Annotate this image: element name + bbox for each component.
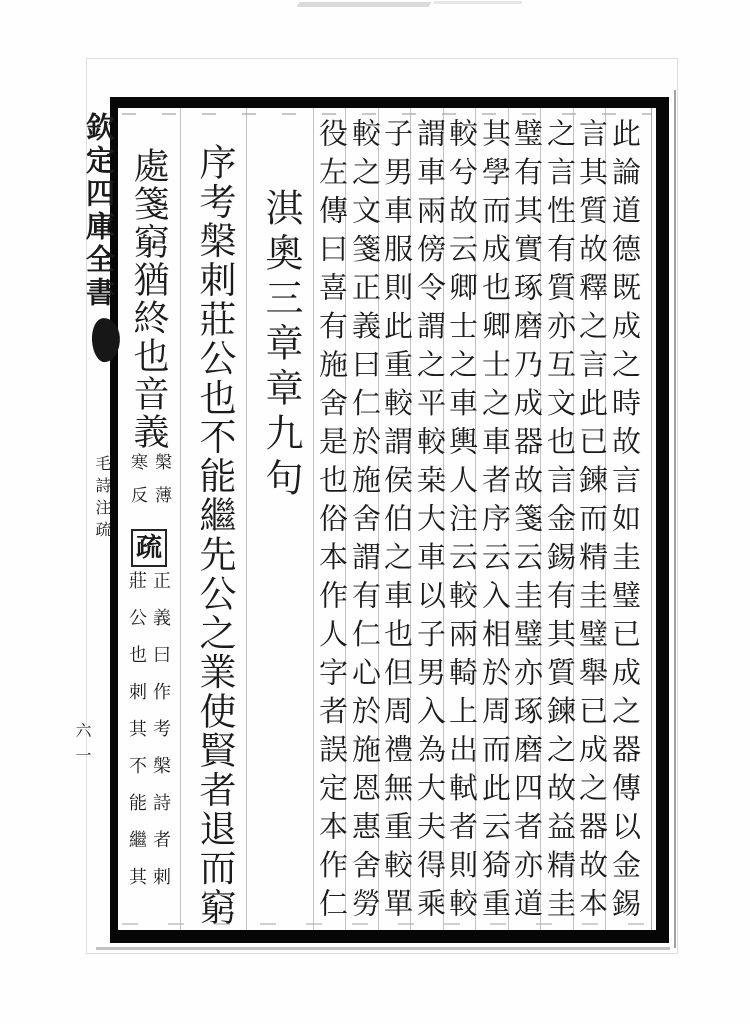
note-line-right: 槃薄 [152, 453, 171, 519]
text-column-9: 較之文箋正義曰仁於施舍謂有仁心於施恩惠舍勞 [348, 118, 380, 927]
note-line-left: 莊公也刺其不能繼其 [127, 571, 147, 904]
frame-inner-line [651, 108, 652, 930]
preface-line: 序考槃刺莊公也不能繼先公之業使賢者退而窮 [193, 143, 234, 927]
text-column-10: 役左傳曰喜有施舍是也俗本作人字者誤定本作仁 [315, 118, 347, 927]
collection-title-label: 欽定四庫全書 [82, 112, 114, 310]
text-column-4: 璧有其實琢磨乃成器故箋云圭璧亦琢磨四者亦道 [510, 118, 542, 927]
column-separator [246, 108, 247, 930]
text-column-1: 此論道德既成之時故言如圭璧已成之器傳以金錫 [608, 118, 640, 927]
text-column-7: 謂車兩傍令謂之平較桒大車以子男入為大夫得乘 [413, 118, 445, 927]
text-column-3: 之言性有質亦互文也言金錫有其質鍊之故益精圭 [543, 118, 575, 927]
note-line-right: 正義曰作考槃詩者刺 [151, 571, 171, 904]
frame-outer-line [674, 90, 676, 948]
text-column-5: 其學而成也卿士之車者序云入相於周而此云猗重 [478, 118, 510, 927]
text-column-6: 較兮故云卿士之車輿人注云較兩輢上出軾者則較 [445, 118, 477, 927]
text-column-2: 言其質故釋之言此已鍊而精圭璧舉已成之器故本 [575, 118, 607, 927]
commentary-note-block [125, 571, 173, 907]
mixed-text-column [118, 147, 180, 937]
shu-commentary-marker: 疏 [131, 529, 167, 567]
scan-noise-streak [297, 2, 432, 7]
scan-noise-streak [96, 947, 670, 950]
chapter-ending-line: 淇奧三章章九句 [259, 188, 301, 503]
book-title-label: 毛詩注疏 [93, 455, 110, 543]
note-line-left: 寒反 [128, 453, 147, 519]
text-column-8: 子男車服則此重較謂侯伯之車也但周禮無重較單 [380, 118, 412, 927]
mixed-column-main-text: 處箋窮猶終也音義 [129, 147, 169, 451]
scan-noise-streak [434, 1, 522, 4]
page-number-label: 六一 [73, 722, 90, 772]
column-separator [180, 108, 181, 930]
phonetic-note-block [125, 453, 173, 523]
